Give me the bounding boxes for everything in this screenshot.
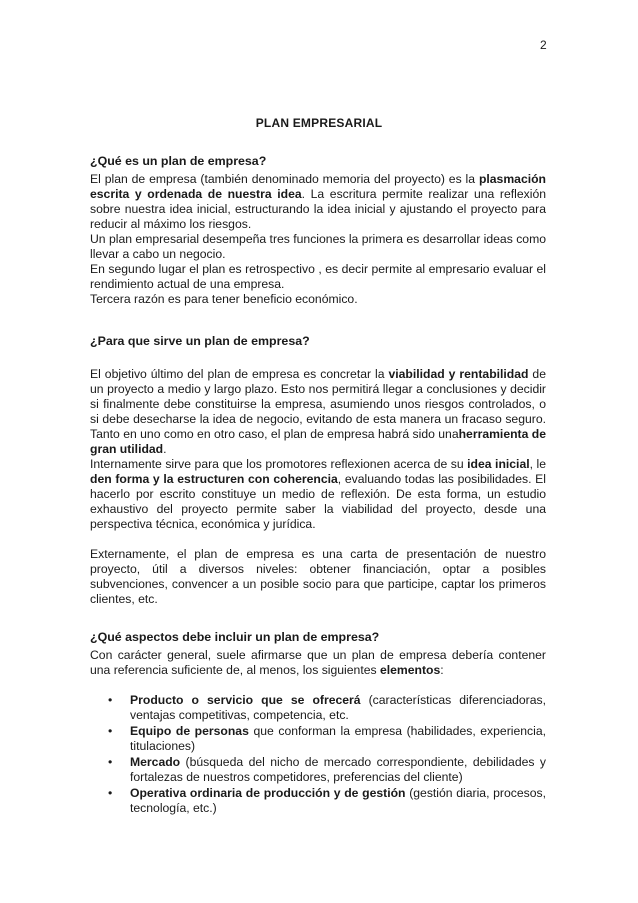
paragraph: Externamente, el plan de empresa es una carta de presentación de nuestro proyecto, útil a diversos niveles: obtener financiación, optar a posibles subvenciones, convencer a un posible socio para que participe, captar los primeros clientes, etc. — [90, 547, 546, 606]
text: de un proyecto a medio y largo plazo. Esto nos permitirá llegar a conclusiones y decidir si finalmente debe constituirse la empresa, asumiendo unos riesgos controlados, o si debe desecharse la idea de negocio, evitando de esta manera un fracaso seguro. Tanto en uno como en otro caso, el plan de empresa habrá sido una — [90, 367, 546, 441]
text: . La escritura permite realizar una reflexión sobre nuestra idea inicial, estructurando la idea inicial y ajustando el proyecto para reducir al máximo los riesgos. — [90, 187, 546, 231]
text: , evaluando todas las posibilidades. El hacerlo por escrito constituye un medio de reflexión. De esta forma, un estudio exhaustivo del proyecto permite saber la viabilidad del proyecto, desde una perspectiva técnica, económica y jurídica. — [90, 472, 546, 531]
text: (búsqueda del nicho de mercado correspondiente, debilidades y fortalezas de nuestros competidores, preferencias del cliente) — [130, 755, 546, 784]
text: (gestión diaria, procesos, tecnología, etc.) — [130, 786, 546, 815]
paragraph: Tercera razón es para tener beneficio económico. — [90, 292, 358, 306]
bold-text: plasmación escrita y ordenada de nuestra idea — [90, 172, 546, 201]
section-what-is — [90, 154, 546, 307]
bold-text: elementos — [379, 663, 441, 677]
text: , le — [529, 457, 546, 471]
text: El plan de empresa (también denominado memoria del proyecto) es la — [90, 172, 479, 186]
list-item — [90, 755, 546, 785]
bold-text: Equipo de personas — [130, 724, 249, 738]
text: : — [440, 663, 444, 677]
list-item — [90, 786, 546, 816]
paragraph — [90, 172, 546, 232]
bold-text: den forma y la estructuren con coherencia — [90, 472, 338, 486]
text: . — [163, 442, 167, 456]
bold-text: Mercado — [130, 755, 181, 769]
bold-text: idea inicial — [467, 457, 530, 471]
bold-text: Operativa ordinaria de producción y de gestión — [130, 786, 406, 800]
text: Internamente sirve para que los promotores reflexionen acerca de su — [90, 457, 468, 471]
bold-text: viabilidad y rentabilidad — [388, 367, 529, 381]
list-item — [90, 724, 546, 754]
text: (características diferenciadoras, ventajas competitivas, competencia, etc. — [130, 693, 546, 722]
page-number: 2 — [540, 38, 547, 52]
section-aspects — [90, 630, 546, 817]
paragraph: Un plan empresarial desempeña tres funciones la primera es desarrollar ideas como llevar a cabo un negocio. — [90, 232, 546, 261]
page-title: PLAN EMPRESARIAL — [255, 116, 383, 130]
text: El objetivo último del plan de empresa es concretar la — [90, 367, 389, 381]
section-heading: ¿Para que sirve un plan de empresa? — [90, 334, 310, 348]
section-purpose — [90, 334, 546, 607]
paragraph — [90, 648, 546, 678]
list-item — [90, 693, 546, 723]
section-heading: ¿Qué aspectos debe incluir un plan de empresa? — [90, 630, 380, 644]
paragraph: En segundo lugar el plan es retrospectivo , es decir permite al empresario evaluar el rendimiento actual de una empresa. — [90, 262, 546, 291]
bold-text: herramienta de gran utilidad — [90, 427, 546, 456]
paragraph — [90, 367, 546, 457]
section-heading: ¿Qué es un plan de empresa? — [90, 154, 267, 168]
text: Con carácter general, suele afirmarse que un plan de empresa debería contener una referencia suficiente de, al menos, los siguientes — [90, 648, 546, 677]
bold-text: Producto o servicio que se ofrecerá — [130, 693, 361, 707]
text: que conforman la empresa (habilidades, experiencia, titulaciones) — [130, 724, 546, 753]
paragraph — [90, 457, 546, 532]
elements-list — [90, 693, 546, 816]
